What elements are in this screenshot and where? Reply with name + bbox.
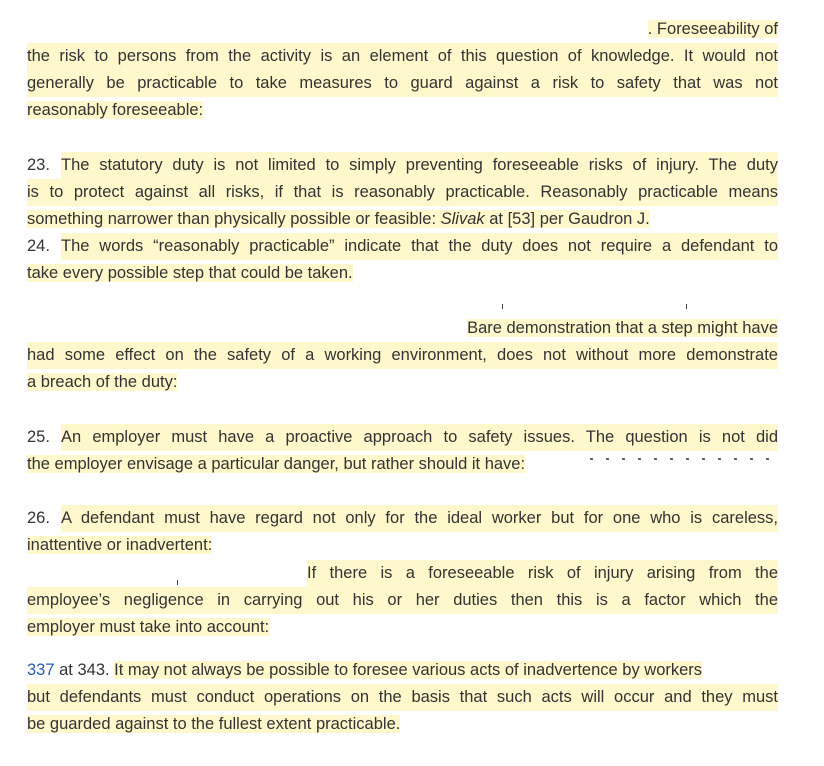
highlighted-text: It may not always be possible to foresee various acts of inadvertence by workers <box>114 661 703 679</box>
text-run: something narrower than physically possible or feasible: <box>27 210 441 228</box>
text-run: at [53] per Gaudron J. <box>484 210 650 228</box>
citation-link[interactable]: 337 <box>27 661 55 679</box>
text-line <box>27 369 778 396</box>
highlighted-text: If there is a foreseeable risk of injury arising from the <box>307 560 778 587</box>
paragraph-number: 23. <box>27 156 50 174</box>
clipped-text-fragment <box>590 458 780 460</box>
paragraph-25-line <box>27 424 778 451</box>
highlighted-text: the employer envisage a particular danger, but rather should it have: <box>27 455 526 473</box>
highlighted-text: A defendant must have regard not only for the ideal worker but for one who is careless, <box>61 505 778 532</box>
text-line <box>27 315 778 342</box>
highlighted-text: employer must take into account: <box>27 618 270 636</box>
highlighted-text: Bare demonstration that a step might have <box>467 319 778 337</box>
highlighted-text <box>27 210 650 228</box>
text-line: employee’s negligence in carrying out his or her duties then this is a factor which the <box>27 587 778 614</box>
highlighted-text: take every possible step that could be taken. <box>27 264 353 282</box>
text-line: the risk to persons from the activity is an element of this question of knowledge. It would not <box>27 43 778 70</box>
text-line: generally be practicable to take measures to guard against a risk to safety that was not <box>27 70 778 97</box>
paragraph-23-line <box>27 152 778 179</box>
text-line <box>27 711 778 738</box>
highlighted-text: An employer must have a proactive approach to safety issues. The question is not did <box>61 424 778 451</box>
highlighted-text: The statutory duty is not limited to simply preventing foreseeable risks of injury. The duty <box>61 152 778 179</box>
paragraph-number: 25. <box>27 428 50 446</box>
text-line <box>27 260 778 287</box>
highlighted-text: a breach of the duty: <box>27 373 178 391</box>
highlighted-text: reasonably foreseeable: <box>27 101 204 119</box>
paragraph-number: 24. <box>27 237 50 255</box>
text-line <box>27 614 778 641</box>
highlighted-text: inattentive or inadvertent: <box>27 536 213 554</box>
text-line <box>27 451 778 478</box>
paragraph-26-line <box>27 505 778 532</box>
paragraph-24-line <box>27 233 778 260</box>
text-line: but defendants must conduct operations on the basis that such acts will occur and they must <box>27 684 778 711</box>
text-line <box>27 206 778 233</box>
text-line <box>27 532 778 559</box>
text-line <box>27 16 778 43</box>
paragraph-number: 26. <box>27 509 50 527</box>
text-line <box>307 560 778 587</box>
highlighted-text: be guarded against to the fullest extent practicable. <box>27 715 401 733</box>
text-line: is to protect against all risks, if that is reasonably practicable. Reasonably practicable means <box>27 179 778 206</box>
highlighted-text: . Foreseeability of <box>647 20 778 38</box>
clipped-glyph <box>686 304 687 309</box>
clipped-glyph <box>177 580 178 585</box>
highlighted-text: The words “reasonably practicable” indicate that the duty does not require a defendant to <box>61 233 778 260</box>
text-line: had some effect on the safety of a working environment, does not without more demonstrate <box>27 342 778 369</box>
text-run: at 343. <box>54 661 115 679</box>
clipped-glyph <box>502 304 503 309</box>
text-line <box>27 97 778 124</box>
text-line <box>27 657 778 684</box>
case-name: Slivak <box>440 210 485 228</box>
